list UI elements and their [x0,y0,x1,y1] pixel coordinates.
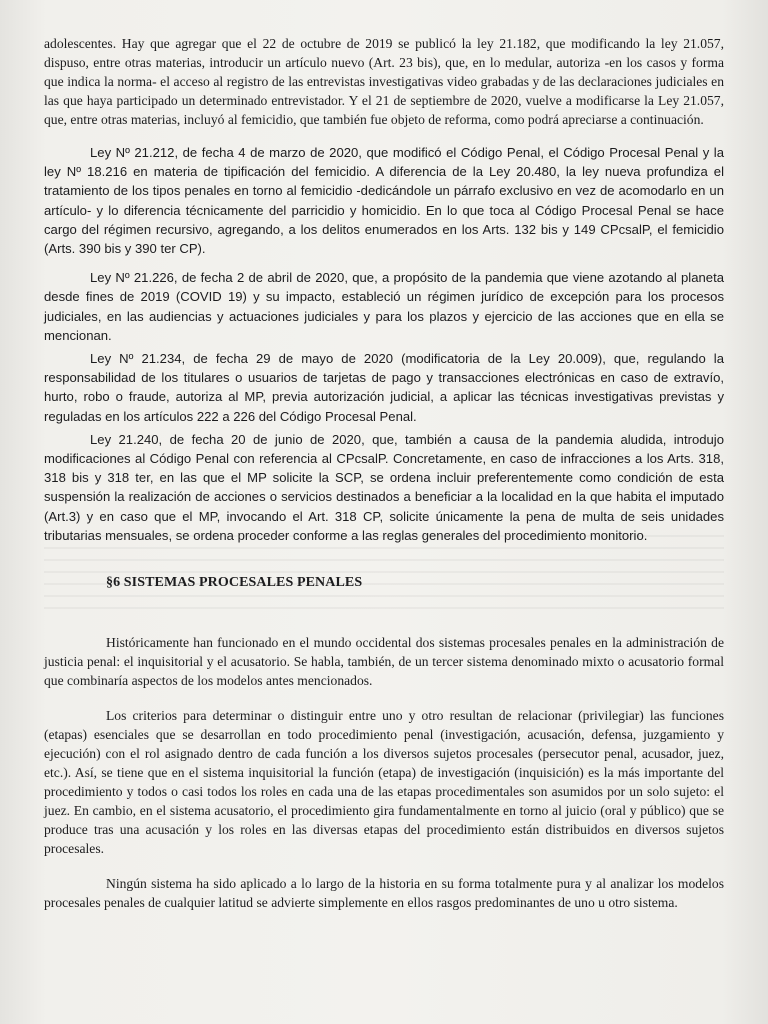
section-body [44,633,724,912]
section-paragraph: Los criterios para determinar o distinguir entre uno y otro resultan de relacionar (privilegiar) las funciones (etapas) esenciales que se desarrollan en todo procedimiento penal (investigación, acusación, defensa, juzgamiento y ejecución) con el rol asignado dentro de cada función a los diversos sujetos procesales (persecutor penal, acusador, juez, etc.). Así, se tiene que en el sistema inquisitorial la función (etapa) de investigación (inquisición) es la más importante del procedimiento y todos o casi todos los roles en cada una de las etapas procedimentales son asumidos por un solo sujeto: el juez. En cambio, en el sistema acusatorio, el procedimiento gira fundamentalmente en torno al juicio (oral y público) que se produce tras una acusación y los roles en las diversas etapas del procedimiento están distribuidos en diversos sujetos procesales. [44,708,724,857]
intro-paragraph: adolescentes. Hay que agregar que el 22 de octubre de 2019 se publicó la ley 21.182, que modificando la ley 21.057, dispuso, entre otras materias, introducir un artículo nuevo (Art. 23 bis), que, en lo medular, autoriza -en los casos y forma que indica la norma- el acceso al registro de las entrevistas investigativas video grabadas y de las declaraciones judiciales en las que haya participado un determinado entrevistador. Y el 21 de septiembre de 2020, vuelve a modificarse la Ley 21.057, que, entre otras materias, incluyó al femicidio, que también fue objeto de reforma, como podrá apreciarse a continuación. [44,36,724,127]
law-21234-paragraph: Ley Nº 21.234, de fecha 29 de mayo de 2020 (modificatoria de la Ley 20.009), que, regulando la responsabilidad de los titulares o usuarios de tarjetas de pago y transacciones electrónicas en caso de extravío, hurto, robo o fraude, autoriza al MP, previa autorización judicial, a aplicar las técnicas investigativas previstas y reguladas en los artículos 222 a 226 del Código Procesal Penal. [44,351,724,424]
section-paragraph: Ningún sistema ha sido aplicado a lo largo de la historia en su forma totalmente pura y al analizar los modelos procesales penales de cualquier latitud se advierte simplemente en ellos rasgos predominantes de uno u otro sistema. [44,876,724,911]
section-heading: §6 SISTEMAS PROCESALES PENALES [106,575,363,591]
law-21240-paragraph: Ley 21.240, de fecha 20 de junio de 2020, que, también a causa de la pandemia aludida, introdujo modificaciones al Código Penal con referencia al CPcsalP. Concretamente, en caso de infracciones a los Arts. 318, 318 bis y 318 ter, en las que el MP solicite la SCP, se ordena incluir preferentemente como condición de esta suspensión la realización de acciones o servicios destinados a beneficiar a la localidad en la que habita el imputado (Art.3) y en caso que el MP, invocando el Art. 318 CP, solicite únicamente la pena de multa de seis unidades tributarias mensuales, se ordena proceder conforme a las reglas generales del procedimiento monitorio. [44,431,724,543]
laws-list [44,143,724,545]
section-paragraph: Históricamente han funcionado en el mundo occidental dos sistemas procesales penales en la administración de justicia penal: el inquisitorial y el acusatorio. Se habla, también, de un tercer sistema denominado mixto o acusatorio formal que combinaría aspectos de los modelos antes mencionados. [44,635,724,689]
law-21226-paragraph: Ley Nº 21.226, de fecha 2 de abril de 2020, que, a propósito de la pandemia que viene azotando al planeta desde fines de 2019 (COVID 19) y su impacto, estableció un régimen jurídico de excepción para los procesos judiciales, en las audiencias y actuaciones judiciales y para los plazos y ejercicio de las acciones que en ella se mencionan. [44,270,724,343]
law-21212-paragraph: Ley Nº 21.212, de fecha 4 de marzo de 2020, que modificó el Código Penal, el Código Procesal Penal y la ley Nº 18.216 en materia de tipificación del femicidio. A diferencia de la Ley 20.480, la ley nueva profundiza el tratamiento de los tipos penales en torno al femicidio -dedicándole un párrafo exclusivo en vez de acomodarlo en un artículo- y lo diferencia técnicamente del parricidio y homicidio. En lo que toca al Código Procesal Penal se hace cargo del régimen recursivo, agregando, a los delitos enumerados en los Arts. 132 bis y 149 CPcsalP, el femicidio (Arts. 390 bis y 390 ter CP). [44,145,724,257]
